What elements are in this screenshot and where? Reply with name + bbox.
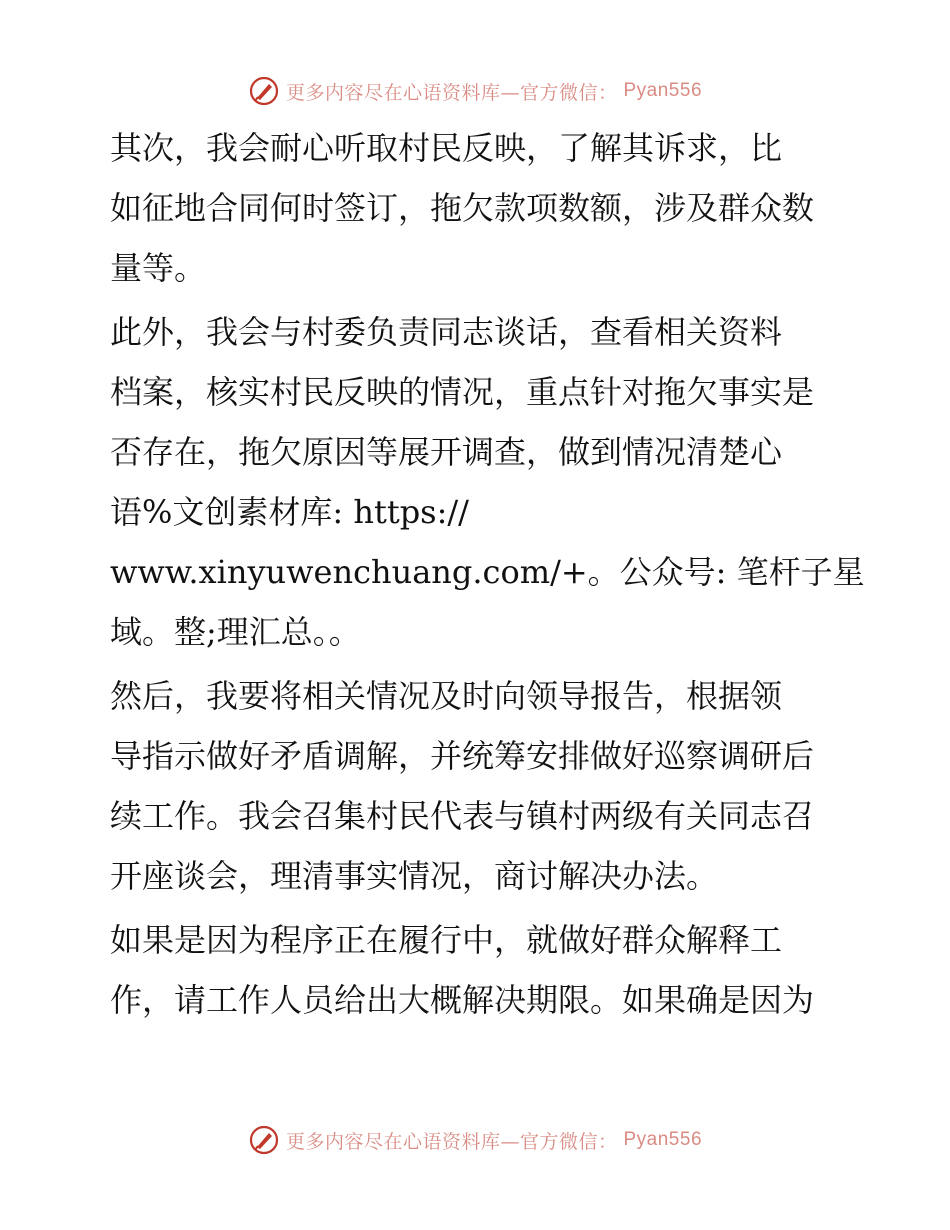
paragraph [98,666,858,906]
text-line: 作，请工作人员给出大概解决期限。如果确是因为 [110,981,815,1019]
text-line: 续工作。我会召集村民代表与镇村两级有关同志召 [110,797,815,835]
paragraph [98,302,865,662]
quill-pen-logo-icon [248,75,280,107]
text-line: 如征地合同何时签订，拖欠款项数额，涉及群众数 [110,189,815,227]
footer-watermark [0,1123,950,1157]
text-line: 语%文创素材库: https:// [110,493,469,531]
paragraph [98,910,858,1030]
watermark-wechat-id: Pyan556 [623,1129,703,1150]
text-line: 此外，我会与村委负责同志谈话，查看相关资料 [110,313,783,351]
watermark-wechat-id: Pyan556 [623,80,703,101]
watermark-text: 更多内容尽在心语资料库—官方微信： [285,1130,618,1153]
document-body [98,118,865,1030]
text-line: 档案，核实村民反映的情况，重点针对拖欠事实是 [110,373,815,411]
text-line: 否存在，拖欠原因等展开调查，做到情况清楚心 [110,433,783,471]
text-line: 量等。 [110,249,207,287]
text-line: 如果是因为程序正在履行中，就做好群众解释工 [110,921,783,959]
text-line: www.xinyuwenchuang.com/+。公众号: 笔杆子星 [110,553,865,591]
text-line: 开座谈会，理清事实情况，商讨解决办法。 [110,857,719,895]
header-watermark [0,74,950,108]
text-line: 域。整;理汇总。。 [110,613,361,651]
paragraph [98,118,858,298]
text-line: 其次，我会耐心听取村民反映，了解其诉求，比 [110,129,783,167]
quill-pen-logo-icon [248,1124,280,1156]
text-line: 导指示做好矛盾调解，并统筹安排做好巡察调研后 [110,737,815,775]
text-line: 然后，我要将相关情况及时向领导报告，根据领 [110,677,783,715]
watermark-text: 更多内容尽在心语资料库—官方微信： [285,81,618,104]
